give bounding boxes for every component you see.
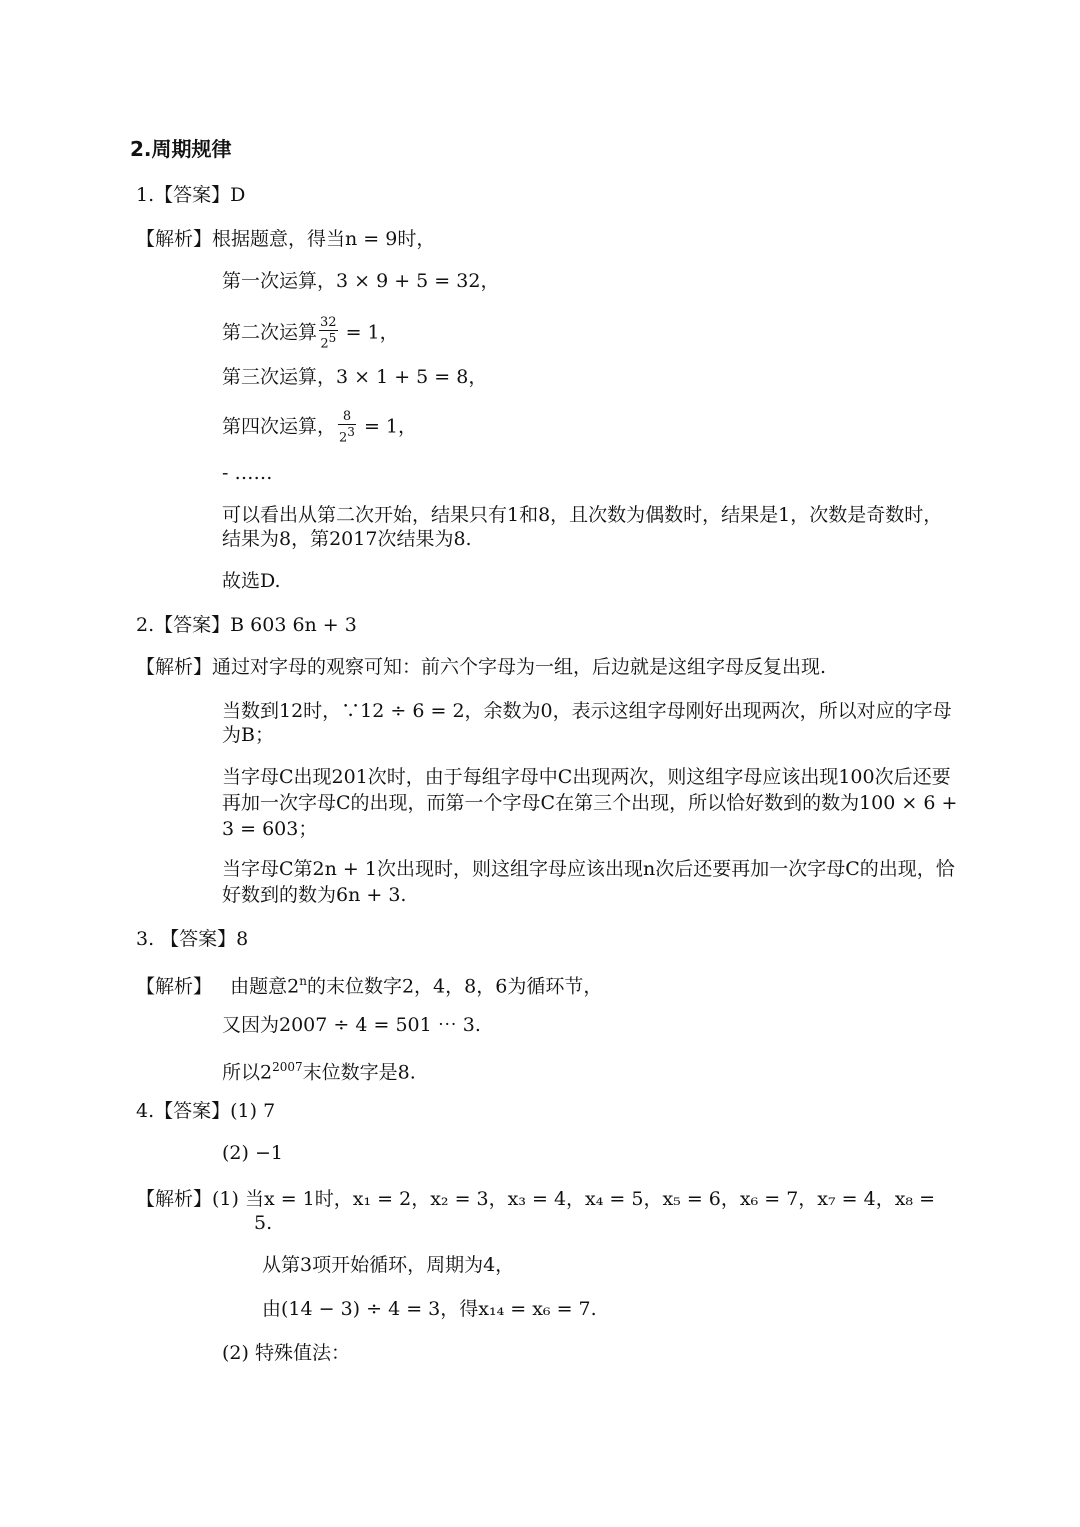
q2-line8: 好数到的数为6n + 3. [222,884,407,906]
q4-analysis-label: 【解析】 [136,1188,213,1210]
q2-line6: 3 = 603； [222,818,318,840]
q1-analysis-label: 【解析】 [136,228,213,250]
q1-step2-fraction [319,316,338,351]
q1-step2-prefix: 第二次运算 [222,321,318,344]
q1-step4-prefix: 第四次运算， [222,415,337,438]
q3-answer-prefix: 3. 【答案】 [136,928,237,950]
q3-line1-sup: n [299,974,307,988]
q1-step4-den-base: 2 [339,430,348,446]
q1-step2-suffix: = 1， [339,321,399,344]
q2-analysis-label: 【解析】 [136,656,213,678]
q1-final: 故选D. [222,570,281,592]
q2-line3: 为B； [222,724,274,746]
q2-line1: 通过对字母的观察可知：前六个字母为一组，后边就是这组字母反复出现. [212,656,827,678]
q1-step2-den-exp: 5 [328,331,337,345]
q1-conclusion-line2: 结果为8，第2017次结果为8. [222,528,472,550]
section-title: 2.周期规律 [130,137,232,161]
q3-analysis [136,968,602,999]
q3-answer-value: 8 [236,928,249,950]
q1-step4-denominator [338,425,356,445]
q4-part1-line2: 5. [254,1212,273,1234]
q4-answer2: (2) −1 [222,1142,283,1164]
q1-step4-suffix: = 1， [357,415,418,438]
q3-analysis-label: 【解析】 [136,975,213,998]
q1-step4 [222,410,417,445]
q2-analysis [136,654,826,680]
q3-line3-sup: 2007 [272,1060,303,1074]
q1-answer-prefix: 1.【答案】 [136,184,231,206]
q4-answer1: (1) 7 [230,1100,276,1122]
q4-answer-prefix: 4.【答案】 [136,1100,231,1122]
q3-line3-a: 所以2 [222,1061,273,1084]
q4-part1-line4: 由(14 − 3) ÷ 4 = 3，得x₁₄ = x₆ = 7. [262,1298,597,1320]
q3-line3 [222,1054,416,1085]
q1-step2-numerator: 32 [320,315,337,330]
q2-answer [136,612,357,638]
q2-answer-value: B 603 6n + 3 [230,614,357,636]
q1-ellipsis: - …… [222,462,273,484]
q1-analysis-intro: 根据题意，得当n = 9时， [212,228,436,250]
q2-line5: 再加一次字母C的出现，而第一个字母C在第三个出现，所以恰好数到的数为100 × 6 + [222,792,958,814]
q1-conclusion-line1: 可以看出从第二次开始，结果只有1和8，且次数为偶数时，结果是1，次数是奇数时， [222,504,943,526]
q3-line1-b: 的末位数字2，4，8，6为循环节， [306,975,603,998]
q1-analysis [136,226,435,252]
q1-answer [136,182,245,208]
q2-line7: 当字母C第2n + 1次出现时，则这组字母应该出现n次后还要再加一次字母C的出现，恰 [222,858,955,880]
q2-line4: 当字母C出现201次时，由于每组字母中C出现两次，则这组字母应该出现100次后还要 [222,766,951,788]
q4-part2: (2) 特殊值法： [222,1342,350,1364]
q4-analysis [136,1186,935,1212]
q1-step1: 第一次运算，3 × 9 + 5 = 32， [222,270,500,292]
q1-step4-den-exp: 3 [347,425,355,439]
q3-line3-b: 末位数字是8. [302,1061,416,1084]
q1-step2-denominator [319,331,338,351]
q1-step2 [222,316,399,351]
q1-step2-den-base: 2 [320,336,329,352]
q1-step4-fraction [338,410,356,445]
q2-answer-prefix: 2.【答案】 [136,614,231,636]
q1-step4-numerator: 8 [338,410,356,425]
q4-part1-line1: (1) 当x = 1时，x₁ = 2，x₂ = 3，x₃ = 4，x₄ = 5，x₅ = 6，x₆ = 7，x₇ = 4，x₈ = [212,1188,935,1210]
q3-line1-a: 由题意2 [230,975,300,998]
q3-line2: 又因为2007 ÷ 4 = 501 ⋯ 3. [222,1014,481,1036]
q4-part1-line3: 从第3项开始循环，周期为4， [262,1254,515,1276]
q2-line2: 当数到12时，∵12 ÷ 6 = 2，余数为0，表示这组字母刚好出现两次，所以对应的字母 [222,700,952,722]
q1-step3: 第三次运算，3 × 1 + 5 = 8， [222,366,488,388]
q3-answer [136,926,248,952]
q1-answer-value: D [230,184,246,206]
q4-answer [136,1098,275,1124]
